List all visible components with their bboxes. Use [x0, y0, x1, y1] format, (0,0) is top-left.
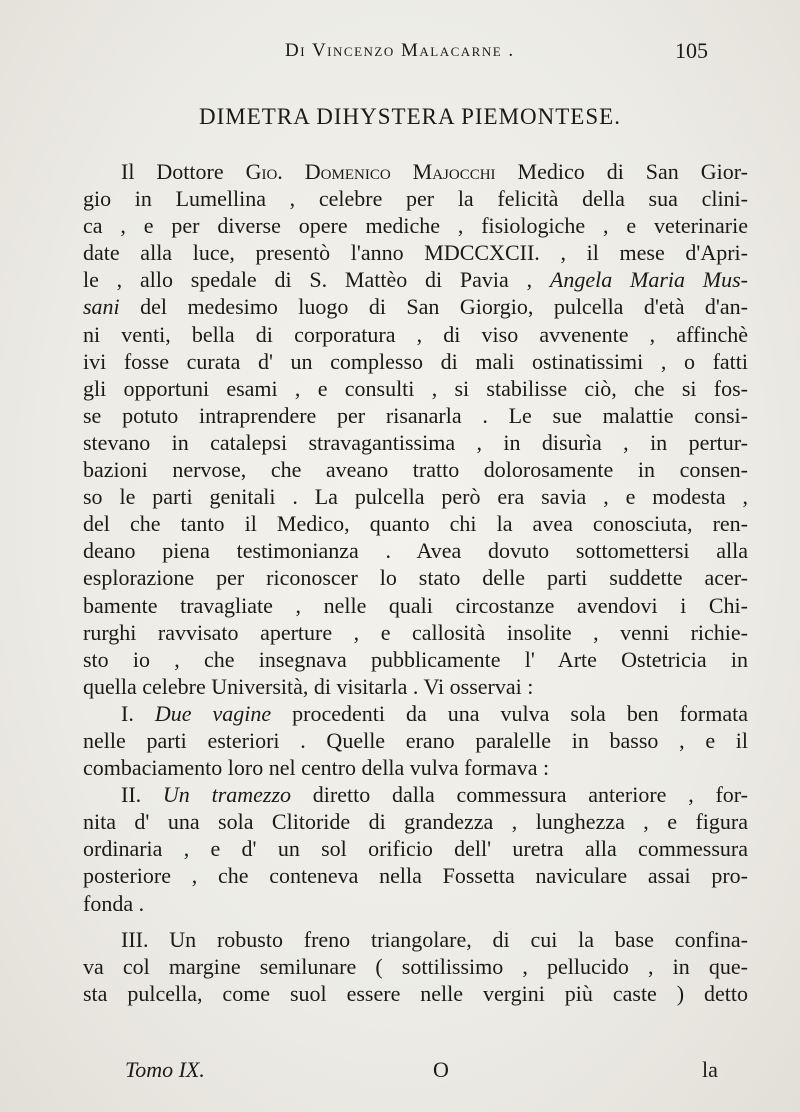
- text-line: posteriore , che conteneva nella Fossetta naviculare assai pro-: [83, 863, 748, 889]
- text-line: se potuto intraprendere per risanarla . Le sue malattie consi-: [83, 402, 748, 428]
- text-line: sta pulcella, come suol essere nelle vergini più caste ) detto: [83, 980, 748, 1006]
- item-numeral: I.: [121, 700, 155, 726]
- text-line: fonda .: [83, 890, 145, 916]
- text-line: [83, 781, 748, 808]
- text-run: del medesimo luogo di San Giorgio, pulcella d'età d'an-: [119, 294, 748, 320]
- patient-name: Angela Maria Mus-: [549, 267, 748, 293]
- catchword: la: [702, 1057, 718, 1082]
- running-head: Di Vincenzo Malacarne .: [285, 40, 515, 61]
- item-term: Due vagine: [154, 700, 272, 726]
- text-line: III. Un robusto freno triangolare, di cui la base confina-: [121, 926, 748, 952]
- text-line: rurghi ravvisato aperture , e callosità insolite , venni richie-: [83, 619, 748, 645]
- text-line: [83, 700, 748, 727]
- author-name: Gio. Domenico Majocchi: [245, 159, 496, 184]
- text-line: bazioni nervose, che aveano tratto dolorosamente in consen-: [83, 457, 748, 483]
- item-term: Un tramezzo: [162, 782, 292, 808]
- text-line: stevano in catalepsi stravagantissima , in disurìa , in pertur-: [83, 429, 748, 455]
- signature-mark: O: [433, 1057, 449, 1082]
- body-text: [83, 158, 748, 1007]
- text-run: Medico di San Gior-: [495, 159, 748, 184]
- text-line: date alla luce, presentò l'anno MDCCXCII. , il mese d'Apri-: [83, 240, 748, 266]
- text-line: [83, 266, 748, 293]
- text-line: ordinaria , e d' un sol orificio dell' uretra alla commessura: [83, 836, 748, 862]
- text-line: ca , e per diverse opere mediche , fisiologiche , e veterinarie: [83, 213, 748, 239]
- text-run: Il Dottore: [121, 159, 246, 184]
- text-line: nita d' una sola Clitoride di grandezza , lunghezza , e figura: [83, 809, 748, 835]
- text-line: gio in Lumellina , celebre per la felicità della sua clini-: [83, 186, 748, 212]
- text-line: [83, 293, 748, 320]
- section-title: DIMETRA DIHYSTERA PIEMONTESE.: [199, 104, 621, 129]
- text-run: procedenti da una vulva sola ben formata: [271, 700, 748, 726]
- text-run: diretto dalla commessura anteriore , for-: [291, 782, 748, 808]
- volume-mark: Tomo IX.: [125, 1057, 205, 1082]
- item-numeral: II.: [121, 782, 163, 808]
- page-number: 105: [675, 38, 708, 63]
- text-line: bamente travagliate , nelle quali circostanze avendovi i Chi-: [83, 592, 748, 618]
- text-line: va col margine semilunare ( sottilissimo , pellucido , in que-: [83, 953, 748, 979]
- text-line: deano piena testimonianza . Avea dovuto sottomettersi alla: [83, 538, 748, 564]
- text-run: le , allo spedale di S. Mattèo di Pavia ,: [83, 267, 550, 293]
- text-line: ni venti, bella di corporatura , di viso avvenente , affinchè: [83, 321, 748, 347]
- text-line: quella celebre Università, di visitarla . Vi osservai :: [83, 673, 534, 699]
- text-line: esplorazione per riconoscer lo stato delle parti suddette acer-: [83, 565, 748, 591]
- text-line: gli opportuni esami , e consulti , si stabilisse ciò, che si fos-: [83, 375, 748, 401]
- text-line: combaciamento loro nel centro della vulva formava :: [83, 755, 550, 781]
- paragraph-gap: [83, 917, 748, 926]
- patient-name: sani: [83, 294, 120, 320]
- text-line: so le parti genitali . La pulcella però era savia , e modesta ,: [83, 484, 748, 510]
- text-line: del che tanto il Medico, quanto chi la avea conosciuta, ren-: [83, 511, 748, 537]
- text-line: [83, 158, 748, 185]
- text-line: sto io , che insegnava pubblicamente l' Arte Ostetricia in: [83, 646, 748, 672]
- text-line: nelle parti esteriori . Quelle erano paralelle in basso , e il: [83, 727, 748, 753]
- text-line: ivi fosse curata d' un complesso di mali ostinatissimi , o fatti: [83, 348, 748, 374]
